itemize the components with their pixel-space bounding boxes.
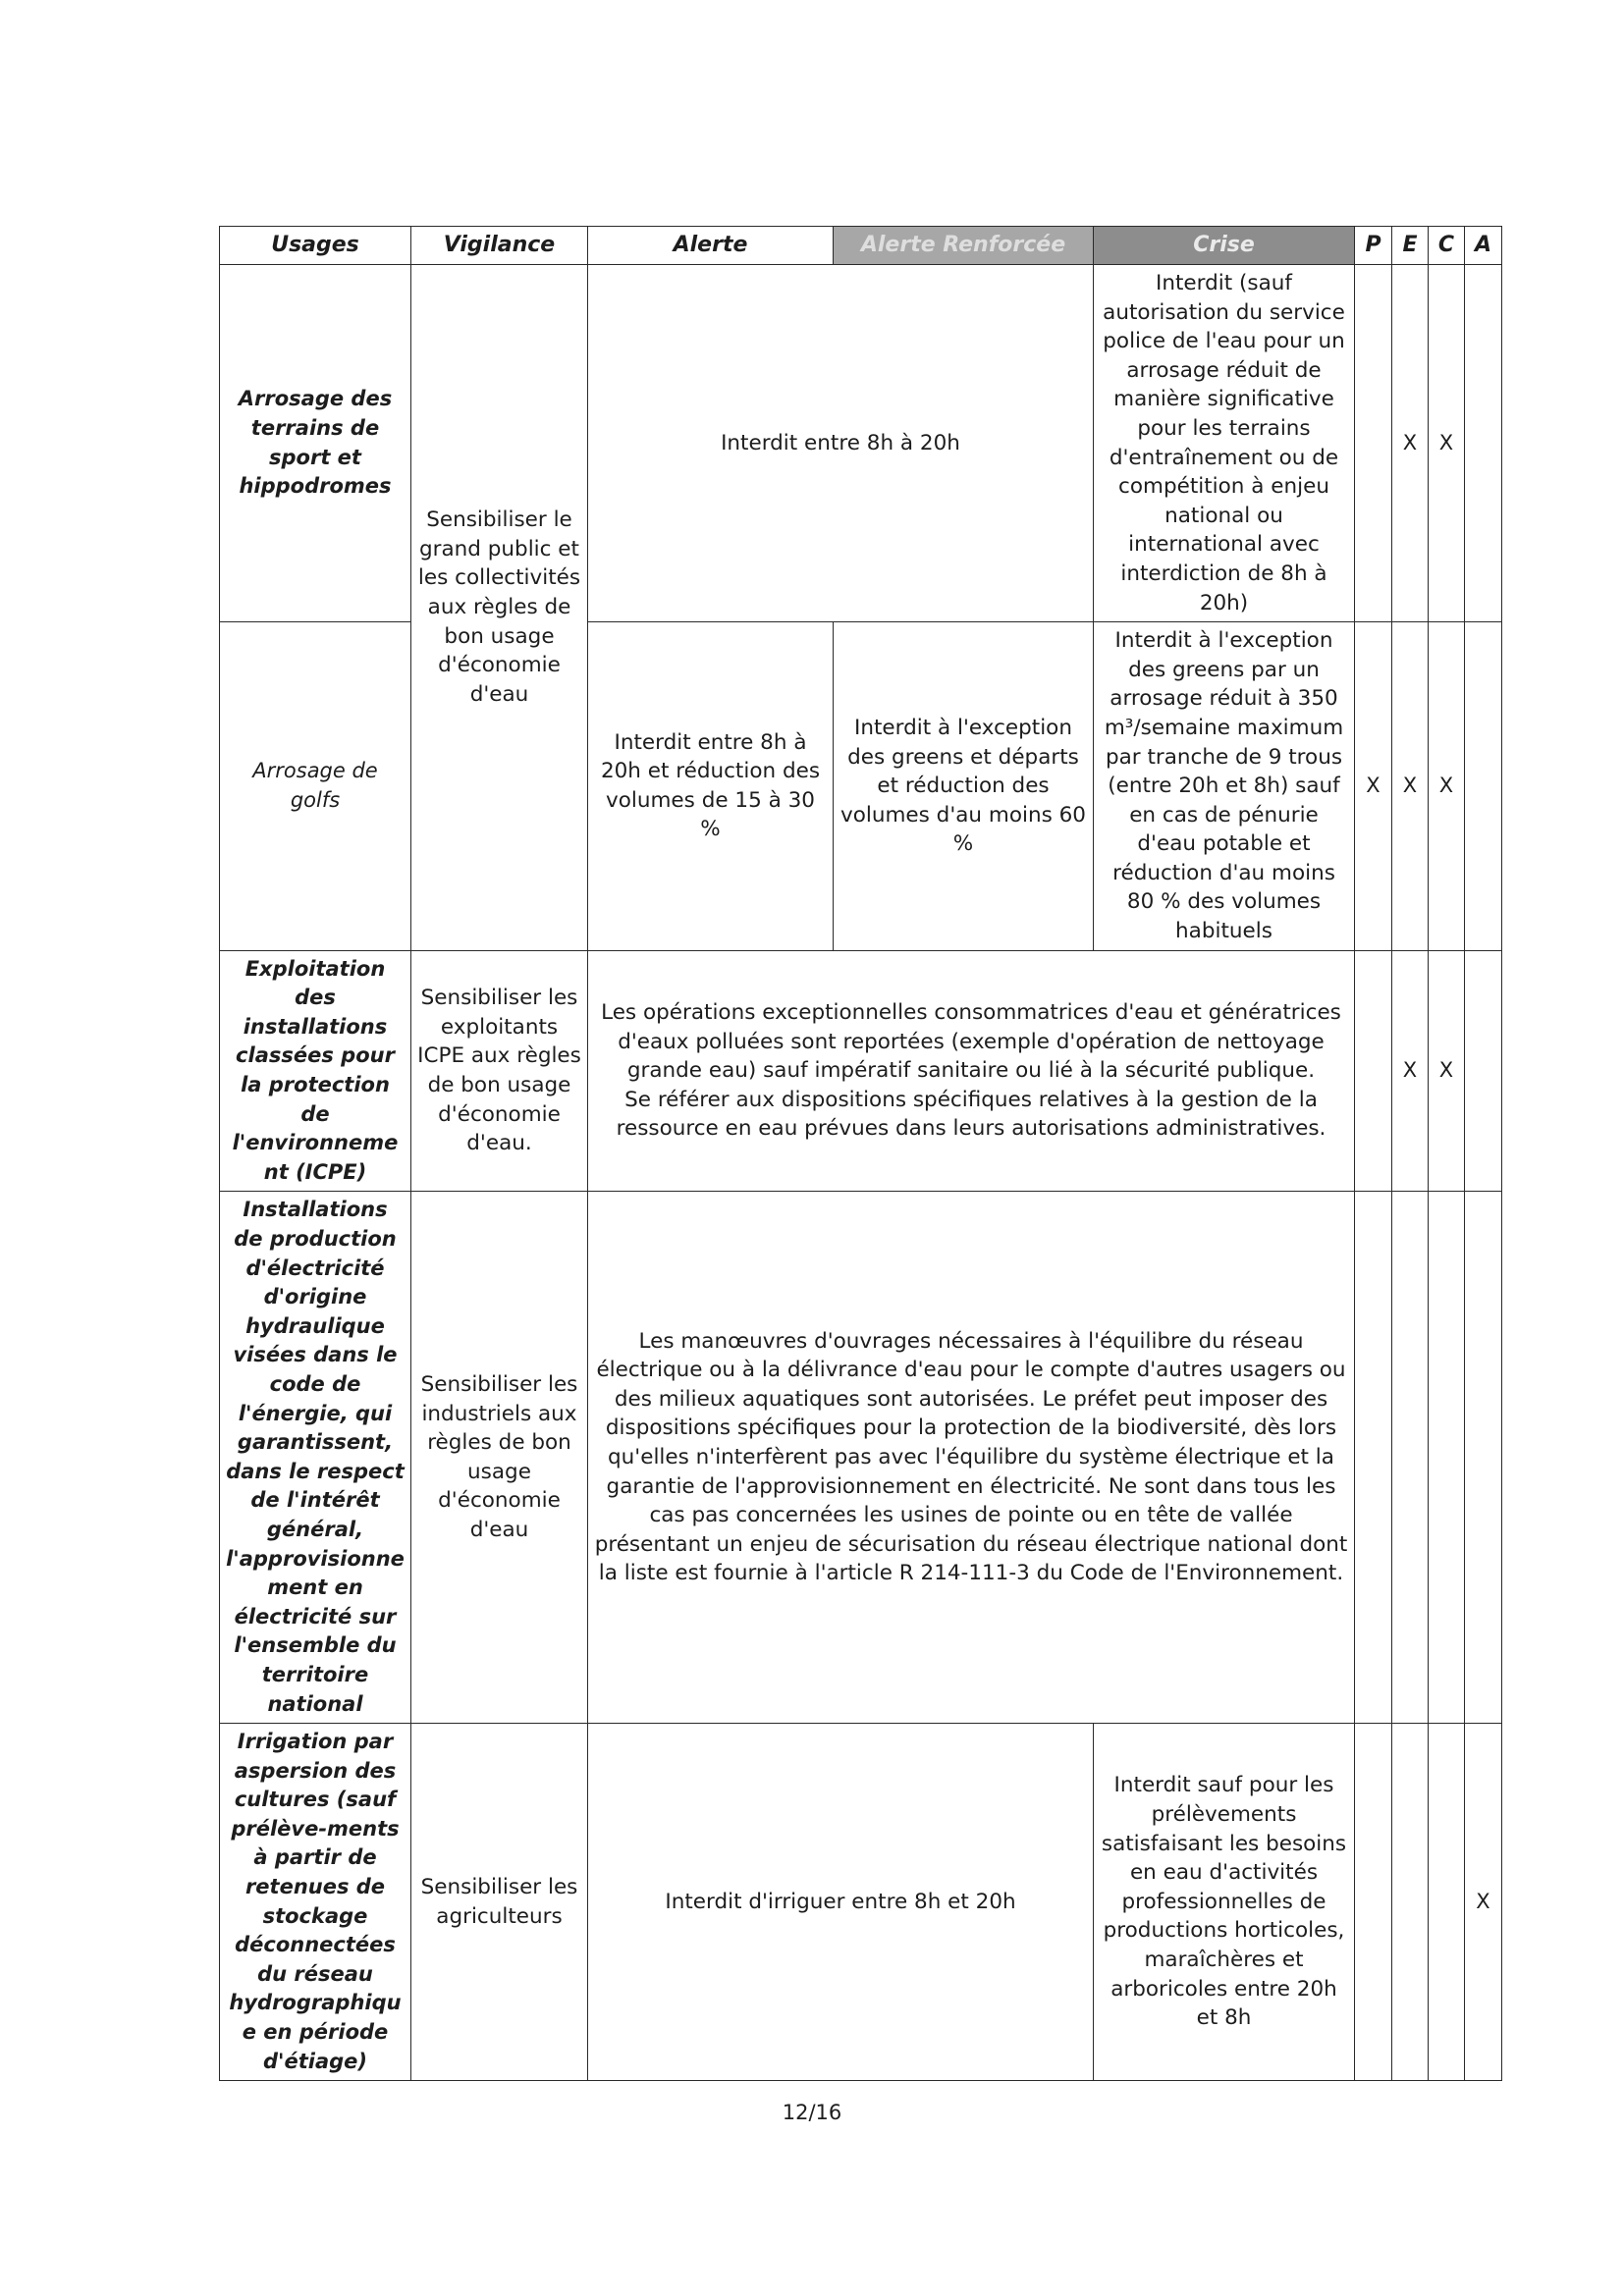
restrictions-table (219, 226, 1502, 2081)
mark-c: X (1429, 265, 1465, 622)
mark-p (1355, 1724, 1392, 2081)
measures-paragraph: Se référer aux dispositions spécifiques relatives à la gestion de la ressource en eau prévues dans leurs autorisations administratives. (616, 1087, 1326, 1142)
crise-cell: Interdit à l'exception des greens par un arrosage réduit à 350 m³/semaine maximum par tranche de 9 trous (entre 20h et 8h) sauf en cas de pénurie d'eau potable et réduction d'au moins 80 % des volumes habituels (1094, 622, 1355, 951)
alerte-merged-cell: Interdit d'irriguer entre 8h et 20h (588, 1724, 1094, 2081)
header-c: C (1429, 227, 1465, 265)
mark-p: X (1355, 622, 1392, 951)
mark-a (1465, 1192, 1502, 1724)
usage-cell: Installations de production d'électricité d'origine hydraulique visées dans le code de l'énergie, qui garantissent, dans le respect de l'intérêt général, l'approvisionnement en électricité sur l'ensemble du territoire national (220, 1192, 411, 1724)
header-crise: Crise (1094, 227, 1355, 265)
header-vigilance: Vigilance (411, 227, 588, 265)
mark-a (1465, 950, 1502, 1192)
vigilance-cell: Sensibiliser les exploitants ICPE aux règles de bon usage d'économie d'eau. (411, 950, 588, 1192)
mark-a (1465, 265, 1502, 622)
mark-c: X (1429, 950, 1465, 1192)
table-row (220, 950, 1502, 1192)
usage-cell: Arrosage de golfs (220, 622, 411, 951)
mark-c (1429, 1192, 1465, 1724)
measures-merged-cell (588, 950, 1355, 1192)
mark-e: X (1392, 950, 1429, 1192)
vigilance-cell: Sensibiliser les agriculteurs (411, 1724, 588, 2081)
mark-p (1355, 1192, 1392, 1724)
header-a: A (1465, 227, 1502, 265)
mark-e (1392, 1192, 1429, 1724)
mark-e (1392, 1724, 1429, 2081)
header-usages: Usages (220, 227, 411, 265)
mark-e: X (1392, 622, 1429, 951)
usage-cell: Arrosage des terrains de sport et hippodromes (220, 265, 411, 622)
table-header-row (220, 227, 1502, 265)
mark-a: X (1465, 1724, 1502, 2081)
vigilance-cell: Sensibiliser le grand public et les collectivités aux règles de bon usage d'économie d'eau (411, 265, 588, 951)
mark-e: X (1392, 265, 1429, 622)
alerte-merged-cell: Interdit entre 8h à 20h (588, 265, 1094, 622)
header-e: E (1392, 227, 1429, 265)
alerte-cell: Interdit entre 8h à 20h et réduction des volumes de 15 à 30 % (588, 622, 834, 951)
table-row (220, 265, 1502, 622)
page-number: 12/16 (782, 2101, 842, 2124)
usage-cell: Exploitation des installations classées pour la protection de l'environnement (ICPE) (220, 950, 411, 1192)
crise-cell: Interdit sauf pour les prélèvements satisfaisant les besoins en eau d'activités professionnelles de productions horticoles, maraîchères et arboricoles entre 20h et 8h (1094, 1724, 1355, 2081)
header-alerte-renforcee: Alerte Renforcée (834, 227, 1094, 265)
vigilance-cell: Sensibiliser les industriels aux règles de bon usage d'économie d'eau (411, 1192, 588, 1724)
table-row (220, 1192, 1502, 1724)
mark-a (1465, 622, 1502, 951)
mark-p (1355, 950, 1392, 1192)
measures-merged-cell: Les manœuvres d'ouvrages nécessaires à l'équilibre du réseau électrique ou à la délivrance d'eau pour le compte d'autres usagers ou des milieux aquatiques sont autorisées. Le préfet peut imposer des dispositions spécifiques pour la protection de la biodiversité, dès lors qu'elles n'interfèrent pas avec l'équilibre du système électrique et la garantie de l'approvisionnement en électricité. Ne sont dans tous les cas pas concernées les usines de pointe ou en tête de vallée présentant un enjeu de sécurisation du réseau électrique national dont la liste est fournie à l'article R 214-111-3 du Code de l'Environnement. (588, 1192, 1355, 1724)
measures-paragraph: Les opérations exceptionnelles consommatrices d'eau et génératrices d'eaux polluées sont reportées (exemple d'opération de nettoyage grande eau) sauf impératif sanitaire ou lié à la sécurité publique. (601, 1000, 1341, 1084)
alerte-renforcee-cell: Interdit à l'exception des greens et départs et réduction des volumes d'au moins 60 % (834, 622, 1094, 951)
table-row (220, 1724, 1502, 2081)
usage-cell: Irrigation par aspersion des cultures (sauf prélève-ments à partir de retenues de stockage déconnectées du réseau hydrographique en période d'étiage) (220, 1724, 411, 2081)
mark-c: X (1429, 622, 1465, 951)
crise-cell: Interdit (sauf autorisation du service police de l'eau pour un arrosage réduit de manière significative pour les terrains d'entraînement ou de compétition à enjeu national ou international avec interdiction de 8h à 20h) (1094, 265, 1355, 622)
header-alerte: Alerte (588, 227, 834, 265)
header-p: P (1355, 227, 1392, 265)
mark-p (1355, 265, 1392, 622)
mark-c (1429, 1724, 1465, 2081)
